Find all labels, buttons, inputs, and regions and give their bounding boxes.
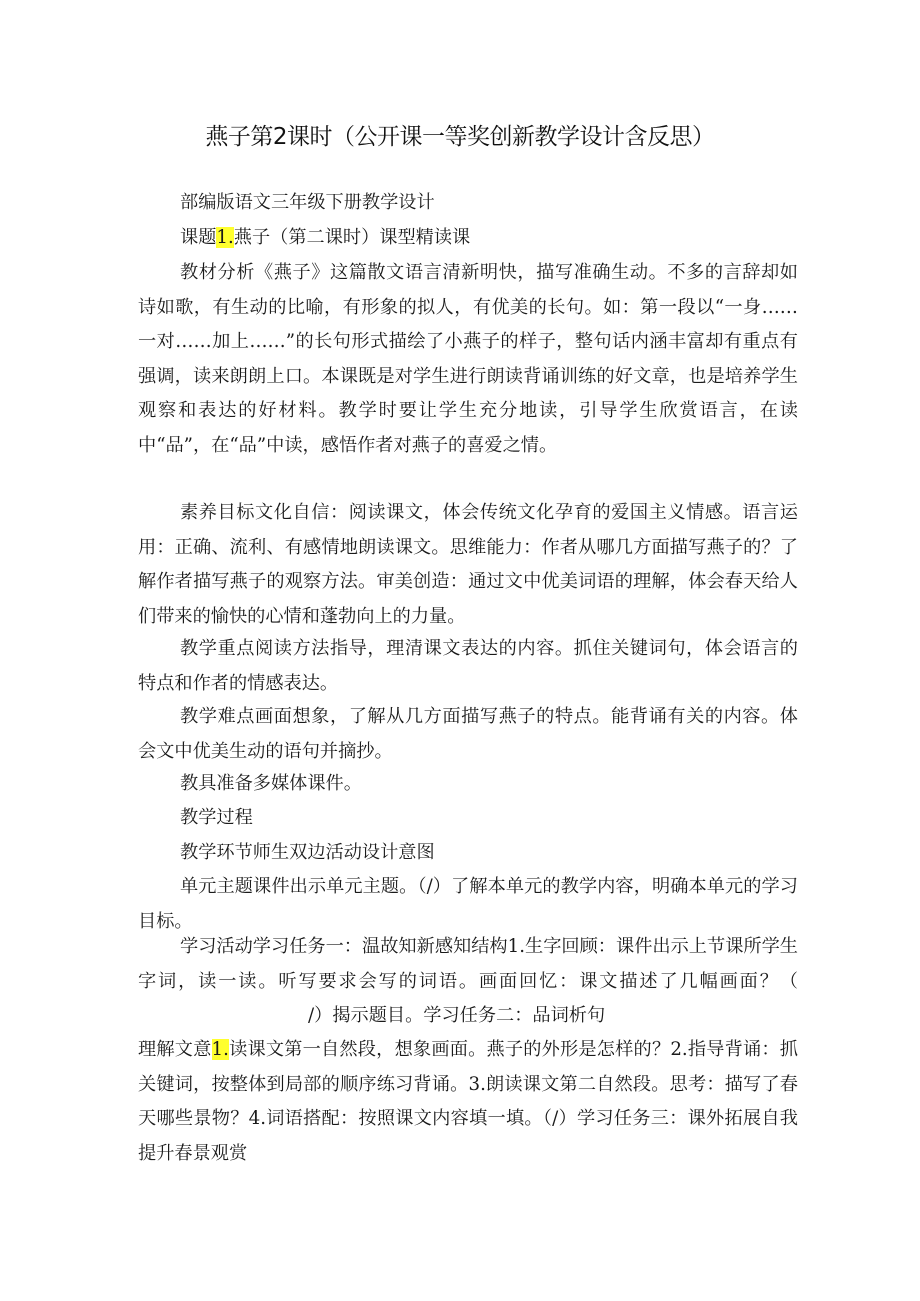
document-title: 燕子第2课时（公开课一等奖创新教学设计含反思） [205, 124, 715, 150]
paragraph-lesson-title: 课题1.燕子（第二课时）课型精读课 [180, 227, 471, 248]
paragraph-task-one: 学习活动学习任务一：温故知新感知结构1.生字回顾：课件出示上节课所学生字词，读一读。听写要求会写的词语。画面回忆：课文描述了几幅画面？（/）揭示题目。学习任务二：品词析句 [138, 936, 798, 1026]
paragraph-objectives: 素养目标文化自信：阅读课文，体会传统文化孕育的爱国主义情感。语言运用：正确、流利、有感情地朗读课文。思维能力：作者从哪几方面描写燕子的？了解作者描写燕子的观察方法。审美创造：通过文中优美词语的理解，体会春天给人们带来的愉快的心情和蓬勃向上的力量。 [138, 502, 798, 627]
paragraph-table-header: 教学环节师生双边活动设计意图 [180, 842, 435, 863]
highlight-mark: 1. [211, 1039, 229, 1060]
paragraph-difficulties: 教学难点画面想象，了解从几方面描写燕子的特点。能背诵有关的内容。体会文中优美生动的语句并摘抄。 [138, 706, 798, 762]
paragraph-key-points: 教学重点阅读方法指导，理清课文表达的内容。抓住关键词句，体会语言的特点和作者的情感表达。 [138, 638, 798, 694]
paragraph-materials: 教具准备多媒体课件。 [180, 773, 362, 794]
paragraph-task-two: 理解文意1.读课文第一自然段，想象画面。燕子的外形是怎样的？2.指导背诵：抓关键词，按整体到局部的顺序练习背诵。3.朗读课文第二自然段。思考：描写了春天哪些景物？4.词语搭配：按照课文内容填一填。（/）学习任务三：课外拓展自我提升春景观赏 [138, 1039, 798, 1164]
paragraph-material-analysis: 教材分析《燕子》这篇散文语言清新明快，描写准确生动。不多的言辞却如诗如歌，有生动的比喻，有形象的拟人，有优美的长句。如：第一段以“一身……一对……加上……”的长句形式描绘了小燕子的样子，整句话内涵丰富却有重点有强调，读来朗朗上口。本课既是对学生进行朗读背诵训练的好文章，也是培养学生观察和表达的好材料。教学时要让学生充分地读，引导学生欣赏语言，在读中“品”，在“品”中读，感悟作者对燕子的喜爱之情。 [138, 262, 798, 456]
paragraph-unit-theme: 单元主题课件出示单元主题。（/）了解本单元的教学内容，明确本单元的学习目标。 [138, 876, 798, 932]
paragraph-textbook: 部编版语文三年级下册教学设计 [180, 192, 435, 213]
highlight-mark: 1. [216, 227, 234, 248]
paragraph-process: 教学过程 [180, 807, 253, 828]
